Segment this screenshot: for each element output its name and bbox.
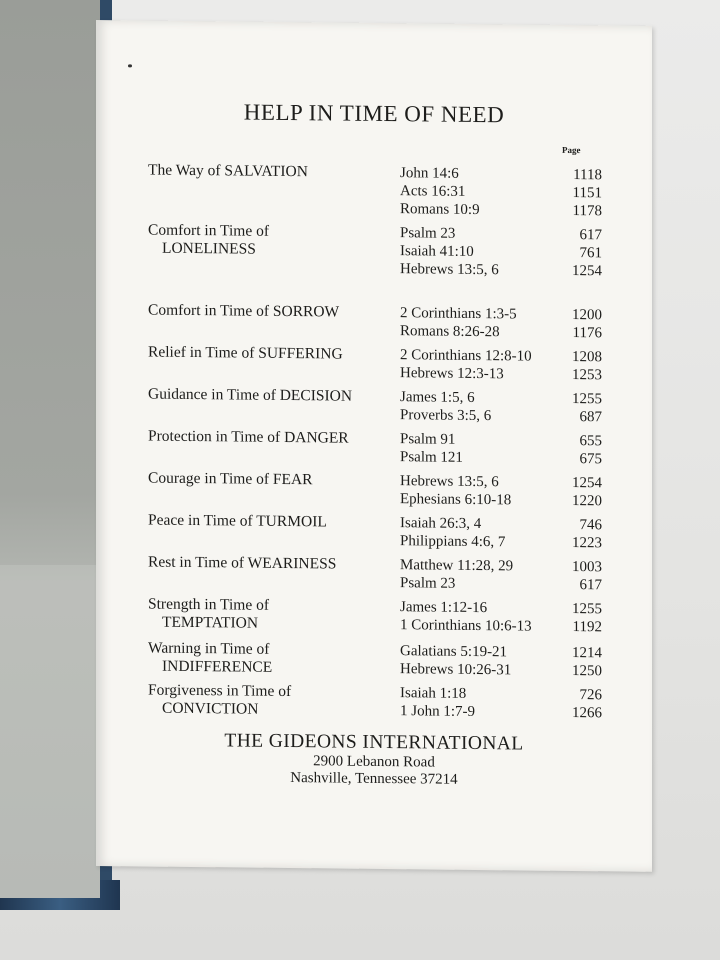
- footer-city: Nashville, Tennessee 37214: [290, 770, 458, 788]
- scripture-reference: 1 John 1:7-9: [400, 703, 475, 720]
- page-number: 1151: [572, 184, 602, 202]
- entry-topic-line1: Protection in Time of DANGER: [148, 427, 349, 447]
- scripture-reference: Proverbs 3:5, 6: [400, 407, 492, 425]
- entry-topic: [148, 302, 393, 323]
- reference-line: [400, 684, 600, 704]
- entry-row: [96, 221, 652, 280]
- page-number: 1253: [572, 366, 602, 384]
- entry-topic: [148, 386, 393, 407]
- entry-topic-line2: TEMPTATION: [162, 613, 259, 632]
- page-number: 1176: [572, 324, 602, 342]
- reference-line: [400, 200, 600, 220]
- entry-row: [96, 511, 652, 552]
- footer-organization: THE GIDEONS INTERNATIONAL: [224, 730, 524, 755]
- entry-row: [96, 469, 652, 510]
- entry-references: [400, 556, 600, 594]
- page-number: 1250: [572, 662, 602, 680]
- page-number: 1220: [572, 492, 602, 510]
- entry-topic: [148, 162, 393, 183]
- page-number: 1223: [572, 534, 602, 552]
- reference-line: [400, 304, 600, 324]
- page-number: 746: [579, 517, 602, 534]
- page-number: 1178: [572, 202, 602, 220]
- entry-row: [96, 639, 652, 680]
- scripture-reference: Hebrews 10:26-31: [400, 661, 512, 679]
- reference-line: [400, 430, 600, 450]
- reference-line: [400, 532, 600, 552]
- scripture-reference: John 14:6: [400, 165, 459, 182]
- page-number: 1208: [572, 348, 602, 366]
- entry-row: [96, 301, 652, 342]
- reference-line: [400, 472, 600, 492]
- entry-topic-line1: Strength in Time of: [148, 595, 270, 614]
- reference-line: [400, 448, 600, 468]
- page-column-label: Page: [562, 144, 581, 156]
- entry-row: [96, 161, 652, 220]
- entry-topic-line2: LONELINESS: [162, 239, 256, 258]
- entry-topic-line2: CONVICTION: [162, 699, 259, 718]
- entry-topic-line1: Peace in Time of TURMOIL: [148, 511, 327, 531]
- entry-topic-line1: Courage in Time of FEAR: [148, 469, 313, 489]
- entry-references: [400, 514, 600, 552]
- page-number: 1003: [572, 558, 602, 576]
- endpaper-lighter-band: [0, 565, 100, 898]
- scripture-reference: Matthew 11:28, 29: [400, 557, 514, 575]
- page-number: 617: [579, 577, 602, 594]
- scripture-reference: Romans 8:26-28: [400, 323, 500, 341]
- page-number: 1254: [572, 262, 602, 280]
- entry-topic: [148, 596, 393, 635]
- page-number: 1255: [572, 600, 602, 618]
- scripture-reference: James 1:5, 6: [400, 389, 475, 406]
- entry-topic: [148, 512, 393, 533]
- entry-topic-line1: Comfort in Time of: [148, 221, 270, 240]
- scripture-reference: Ephesians 6:10-18: [400, 491, 512, 509]
- scripture-reference: Philippians 4:6, 7: [400, 533, 506, 551]
- reference-line: [400, 260, 600, 280]
- entry-topic: [148, 554, 393, 575]
- footer-address: 2900 Lebanon Road: [313, 753, 435, 771]
- reference-line: [400, 598, 600, 618]
- reference-line: [400, 574, 600, 594]
- reference-line: [400, 490, 600, 510]
- entry-topic-line1: Forgiveness in Time of: [148, 681, 292, 701]
- entry-references: [400, 346, 600, 384]
- entry-topic-line1: Comfort in Time of SORROW: [148, 301, 340, 321]
- reference-line: [400, 660, 600, 680]
- entry-row: [96, 343, 652, 384]
- entry-references: [400, 224, 600, 280]
- reference-line: [400, 642, 600, 662]
- entry-row: [96, 553, 652, 594]
- scripture-reference: 2 Corinthians 1:3-5: [400, 305, 517, 323]
- reference-line: [400, 182, 600, 202]
- entry-row: [96, 595, 652, 636]
- scripture-reference: James 1:12-16: [400, 599, 488, 617]
- page-number: 1192: [572, 618, 602, 636]
- book-page: [96, 20, 652, 872]
- page-number: 655: [579, 433, 602, 450]
- ink-speck: [128, 64, 132, 67]
- scripture-reference: Psalm 91: [400, 431, 456, 448]
- entry-topic-line1: Warning in Time of: [148, 639, 270, 658]
- entry-topic-line1: Relief in Time of SUFFERING: [148, 343, 343, 363]
- entry-row: [96, 681, 652, 722]
- page-number: 1118: [573, 166, 602, 184]
- entry-references: [400, 304, 600, 342]
- reference-line: [400, 242, 600, 262]
- reference-line: [400, 406, 600, 426]
- scripture-reference: Isaiah 26:3, 4: [400, 515, 482, 533]
- page-number: 726: [579, 687, 602, 704]
- entry-topic-line1: The Way of SALVATION: [148, 161, 308, 181]
- entry-references: [400, 388, 600, 426]
- scripture-reference: Psalm 23: [400, 225, 456, 242]
- page-number: 1200: [572, 306, 602, 324]
- scripture-reference: Psalm 23: [400, 575, 456, 592]
- entry-references: [400, 472, 600, 510]
- scripture-reference: 1 Corinthians 10:6-13: [400, 617, 532, 635]
- scripture-reference: Isaiah 41:10: [400, 243, 474, 260]
- reference-line: [400, 322, 600, 342]
- entry-topic: [148, 344, 393, 365]
- scripture-reference: Acts 16:31: [400, 183, 466, 200]
- reference-line: [400, 702, 600, 722]
- scripture-reference: Galatians 5:19-21: [400, 643, 508, 661]
- entry-topic-line1: Guidance in Time of DECISION: [148, 385, 353, 405]
- scripture-reference: Hebrews 12:3-13: [400, 365, 504, 383]
- scripture-reference: Psalm 121: [400, 449, 463, 466]
- page-number: 675: [579, 451, 602, 468]
- reference-line: [400, 224, 600, 244]
- scripture-reference: Hebrews 13:5, 6: [400, 473, 499, 491]
- page-title: HELP IN TIME OF NEED: [243, 99, 505, 128]
- entry-references: [400, 430, 600, 468]
- scripture-reference: Isaiah 1:18: [400, 685, 467, 702]
- entry-references: [400, 642, 600, 680]
- reference-line: [400, 388, 600, 408]
- entry-references: [400, 164, 600, 220]
- reference-line: [400, 616, 600, 636]
- page-number: 761: [579, 245, 602, 262]
- entry-references: [400, 598, 600, 636]
- entry-row: [96, 427, 652, 468]
- entry-topic: [148, 470, 393, 491]
- reference-line: [400, 364, 600, 384]
- page-number: 1254: [572, 474, 602, 492]
- scripture-reference: Romans 10:9: [400, 201, 480, 219]
- entry-topic-line1: Rest in Time of WEARINESS: [148, 553, 337, 573]
- page-number: 617: [579, 227, 602, 244]
- entry-topic: [148, 428, 393, 449]
- entry-topic-line2: INDIFFERENCE: [162, 657, 273, 676]
- scripture-reference: 2 Corinthians 12:8-10: [400, 347, 532, 365]
- entry-topic: [148, 640, 393, 679]
- reference-line: [400, 514, 600, 534]
- entry-topic: [148, 222, 393, 261]
- scripture-reference: Hebrews 13:5, 6: [400, 261, 499, 279]
- page-number: 687: [579, 409, 602, 426]
- entry-references: [400, 684, 600, 722]
- page-number: 1214: [572, 644, 602, 662]
- entry-topic: [148, 682, 393, 721]
- reference-line: [400, 164, 600, 184]
- page-number: 1255: [572, 390, 602, 408]
- reference-line: [400, 346, 600, 366]
- reference-line: [400, 556, 600, 576]
- page-number: 1266: [572, 704, 602, 722]
- entry-row: [96, 385, 652, 426]
